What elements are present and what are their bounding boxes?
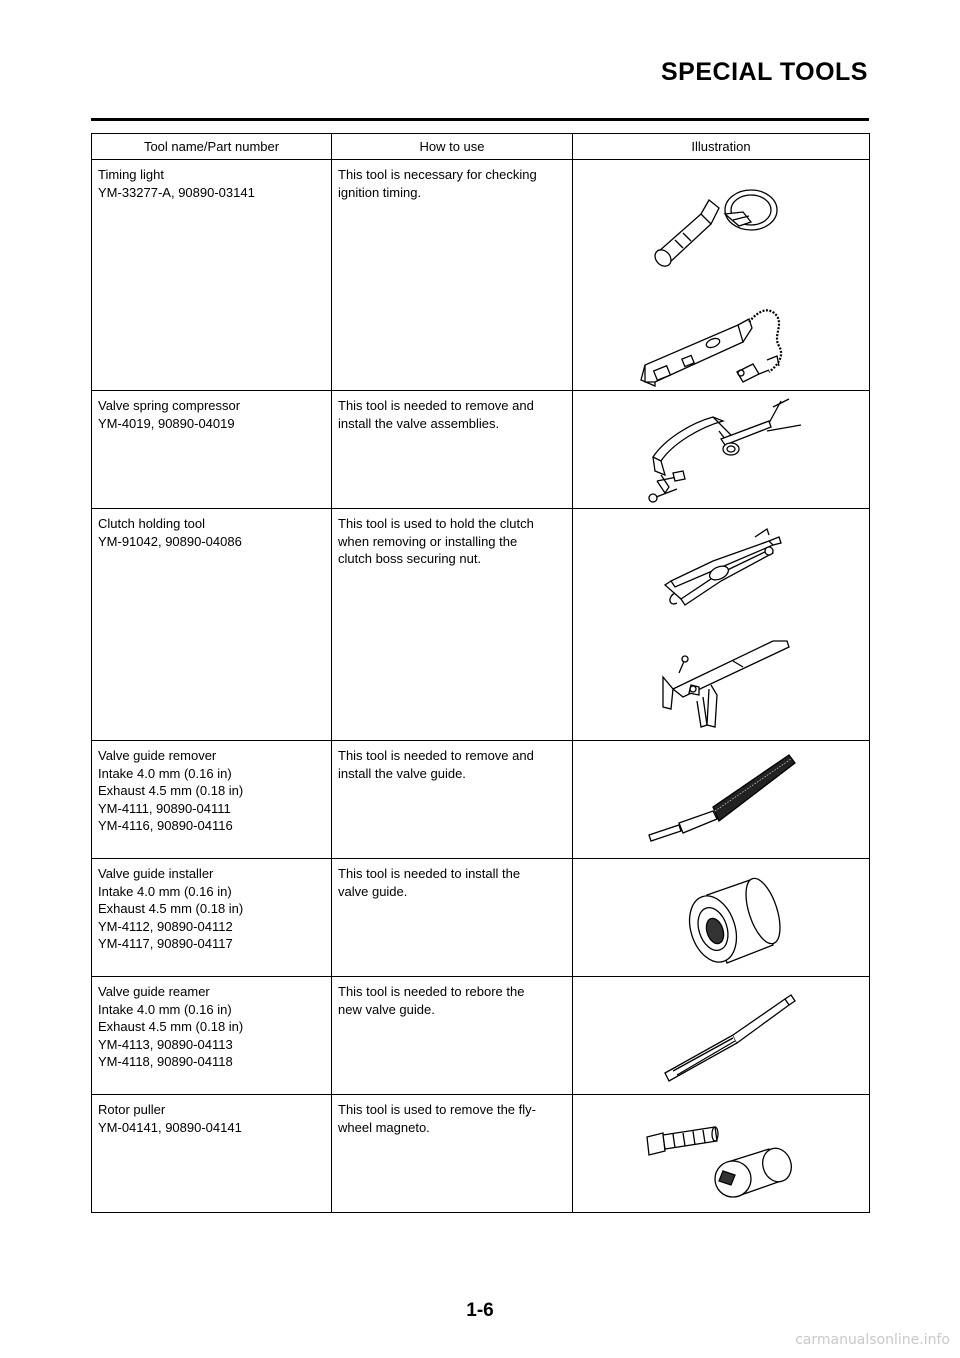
how-to-use-cell	[332, 509, 573, 741]
spec-line: Intake 4.0 mm (0.16 in)	[98, 1001, 232, 1017]
tool-name-cell	[92, 391, 332, 509]
table-row	[92, 741, 870, 859]
column-header-tool-name: Tool name/Part number	[92, 134, 332, 160]
tool-name: Valve guide remover	[98, 748, 217, 763]
watermark: carmanualsonline.info	[795, 1332, 950, 1348]
illustration-cell	[573, 391, 870, 509]
table-row	[92, 859, 870, 977]
usage-line: valve guide.	[338, 883, 408, 899]
table-row	[92, 391, 870, 509]
usage-line: new valve guide.	[338, 1001, 435, 1017]
part-number: YM-4019, 90890-04019	[98, 415, 235, 431]
illustration-cell	[573, 160, 870, 391]
usage-line: when removing or installing the	[338, 533, 518, 549]
usage-line: wheel magneto.	[338, 1119, 430, 1135]
usage-line: This tool is used to hold the clutch	[338, 516, 534, 531]
how-to-use-cell	[332, 1095, 573, 1213]
table-row	[92, 977, 870, 1095]
usage-line: clutch boss securing nut.	[338, 551, 482, 566]
illustration-cell	[573, 859, 870, 977]
page-title: SPECIAL TOOLS	[660, 58, 868, 86]
tool-name: Clutch holding tool	[98, 516, 205, 531]
how-to-use-cell	[332, 741, 573, 859]
title-rule	[91, 118, 869, 121]
illustration-cell	[573, 977, 870, 1095]
tool-name: Timing light	[98, 167, 164, 182]
usage-line: This tool is used to remove the fly-	[338, 1102, 536, 1117]
usage-line: This tool is needed to install the	[338, 866, 521, 881]
part-number: YM-4118, 90890-04118	[98, 1054, 233, 1069]
how-to-use-cell	[332, 391, 573, 509]
tool-name-cell	[92, 160, 332, 391]
valve-guide-remover-icon	[573, 741, 870, 857]
illustration-cell	[573, 509, 870, 741]
how-to-use-cell	[332, 859, 573, 977]
tool-name-cell	[92, 509, 332, 741]
how-to-use-cell	[332, 977, 573, 1095]
part-number: YM-4117, 90890-04117	[98, 936, 233, 951]
table-row	[92, 1095, 870, 1213]
valve-spring-compressor-icon	[573, 391, 870, 507]
part-number: YM-4111, 90890-04111	[98, 800, 231, 816]
usage-line: ignition timing.	[338, 184, 422, 200]
timing-light-icon	[573, 160, 870, 389]
table-header-row	[92, 134, 870, 160]
part-number: YM-04141, 90890-04141	[98, 1119, 242, 1135]
usage-line: install the valve assemblies.	[338, 415, 500, 431]
how-to-use-cell	[332, 160, 573, 391]
tool-name: Rotor puller	[98, 1102, 166, 1117]
tool-name-cell	[92, 741, 332, 859]
part-number: YM-33277-A, 90890-03141	[98, 184, 255, 200]
part-number: YM-91042, 90890-04086	[98, 533, 242, 549]
usage-line: install the valve guide.	[338, 765, 466, 781]
valve-guide-reamer-icon	[573, 977, 870, 1093]
rotor-puller-icon	[573, 1095, 870, 1211]
illustration-cell	[573, 741, 870, 859]
spec-line: Intake 4.0 mm (0.16 in)	[98, 765, 232, 781]
table-row	[92, 160, 870, 391]
clutch-holding-tool-icon	[573, 509, 870, 739]
tool-name: Valve guide reamer	[98, 984, 210, 999]
usage-line: This tool is needed to remove and	[338, 398, 534, 413]
illustration-cell	[573, 1095, 870, 1213]
special-tools-table	[91, 133, 870, 1213]
column-header-how-to-use: How to use	[332, 134, 573, 160]
tool-name: Valve guide installer	[98, 866, 214, 881]
tool-name: Valve spring compressor	[98, 398, 241, 413]
spec-line: Intake 4.0 mm (0.16 in)	[98, 883, 232, 899]
usage-line: This tool is necessary for checking	[338, 167, 537, 182]
tool-name-cell	[92, 977, 332, 1095]
tool-name-cell	[92, 1095, 332, 1213]
usage-line: This tool is needed to remove and	[338, 748, 534, 763]
part-number: YM-4112, 90890-04112	[98, 918, 233, 934]
tool-name-cell	[92, 859, 332, 977]
spec-line: Exhaust 4.5 mm (0.18 in)	[98, 901, 244, 916]
part-number: YM-4116, 90890-04116	[98, 818, 233, 833]
usage-line: This tool is needed to rebore the	[338, 984, 525, 999]
column-header-illustration: Illustration	[573, 134, 870, 160]
valve-guide-installer-icon	[573, 859, 870, 975]
page-number: 1-6	[466, 1300, 494, 1321]
part-number: YM-4113, 90890-04113	[98, 1036, 233, 1052]
table-row	[92, 509, 870, 741]
spec-line: Exhaust 4.5 mm (0.18 in)	[98, 783, 244, 798]
spec-line: Exhaust 4.5 mm (0.18 in)	[98, 1019, 244, 1034]
